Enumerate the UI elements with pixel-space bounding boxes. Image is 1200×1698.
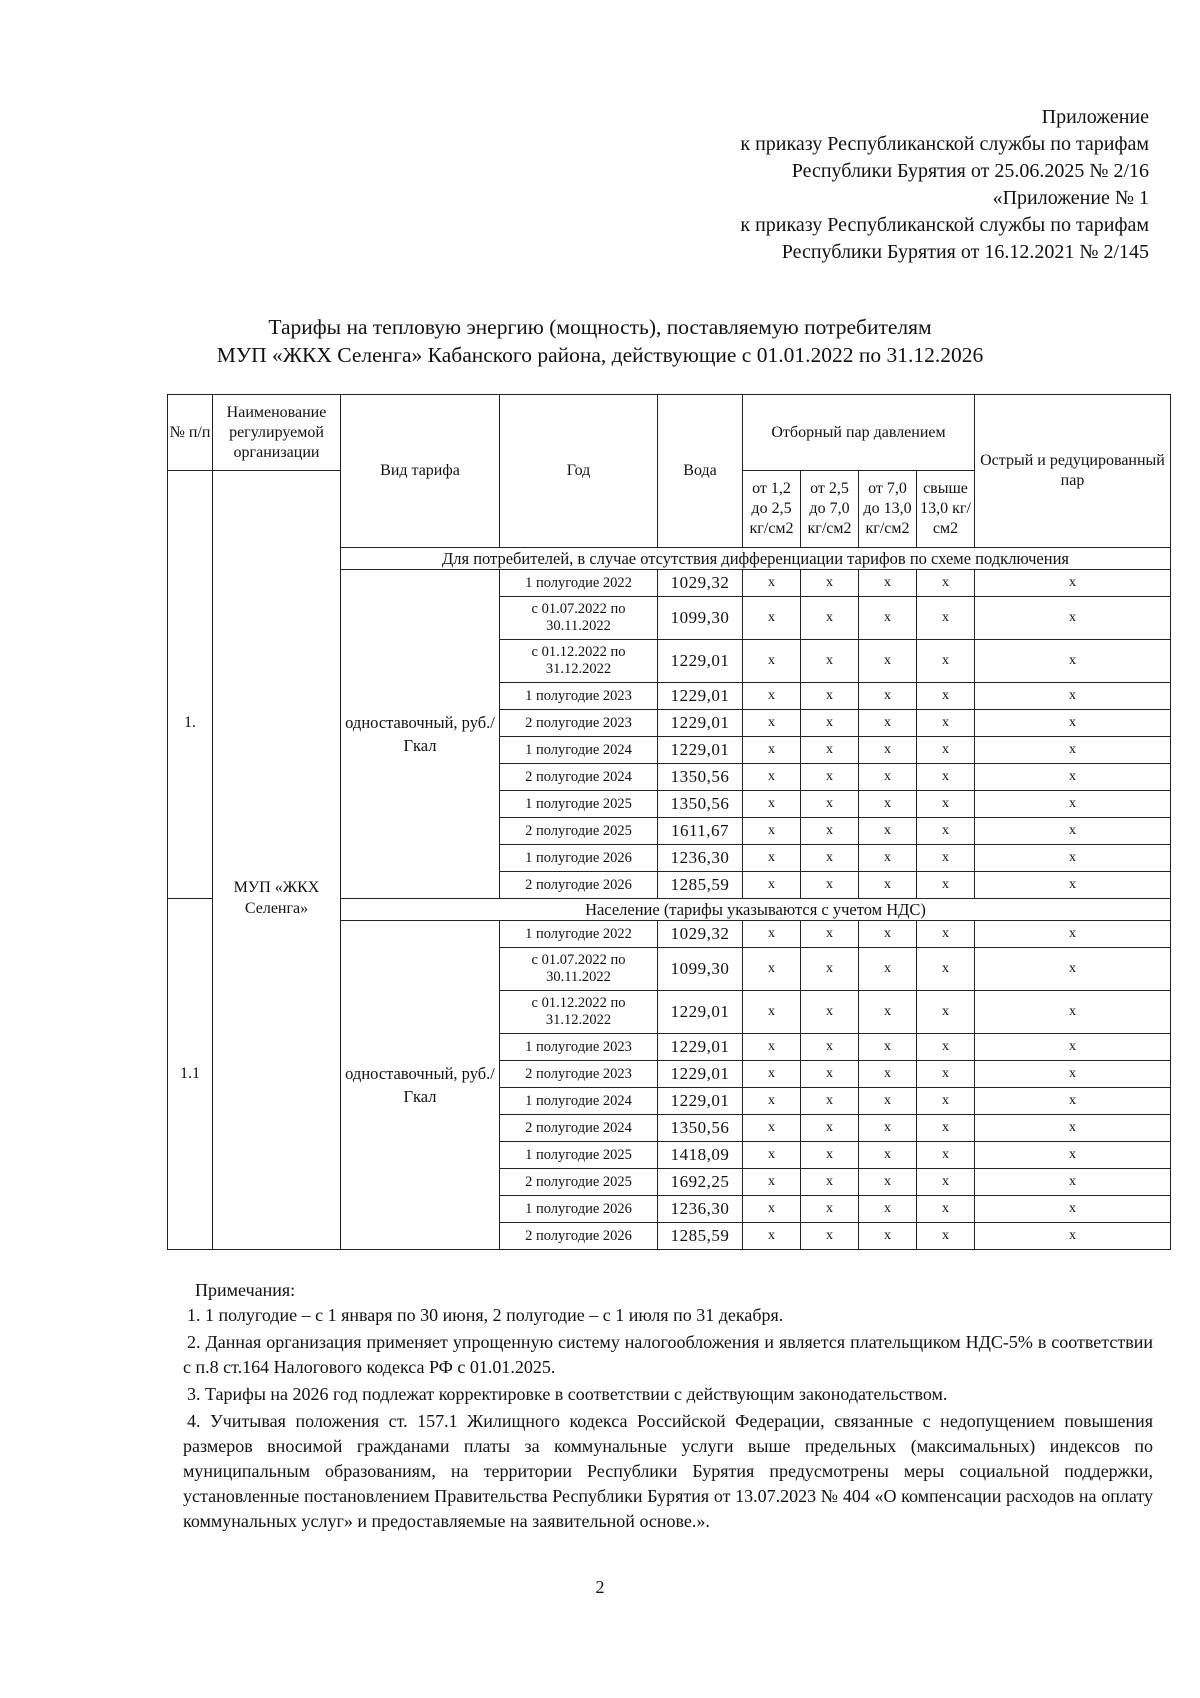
- not-applicable-mark: x: [743, 710, 801, 737]
- title-line-1: Тарифы на тепловую энергию (мощность), поставляемую потребителям: [268, 315, 932, 339]
- tariff-table-body: [168, 548, 1171, 1250]
- not-applicable-mark: x: [801, 640, 859, 683]
- not-applicable-mark: x: [859, 570, 917, 597]
- tariff-table: [167, 394, 1171, 1250]
- not-applicable-mark: x: [801, 921, 859, 948]
- header-steam-group: Отборный пар давлением: [743, 395, 975, 471]
- document-title: [0, 313, 1200, 369]
- not-applicable-mark: x: [743, 737, 801, 764]
- not-applicable-mark: x: [859, 1169, 917, 1196]
- period-cell: 2 полугодие 2024: [500, 1115, 658, 1142]
- not-applicable-mark: x: [859, 1061, 917, 1088]
- period-cell: 2 полугодие 2025: [500, 1169, 658, 1196]
- period-cell: 2 полугодие 2026: [500, 872, 658, 899]
- note-item: 3. Тарифы на 2026 год подлежат корректировке в соответствии с действующим законодательством.: [187, 1384, 948, 1404]
- not-applicable-mark: x: [743, 683, 801, 710]
- water-value: 1350,56: [658, 791, 743, 818]
- water-value: 1611,67: [658, 818, 743, 845]
- header-water: Вода: [658, 395, 743, 548]
- not-applicable-mark: x: [859, 764, 917, 791]
- not-applicable-mark: x: [975, 948, 1171, 991]
- period-cell: 1 полугодие 2025: [500, 1142, 658, 1169]
- not-applicable-mark: x: [859, 845, 917, 872]
- not-applicable-mark: x: [743, 1061, 801, 1088]
- not-applicable-mark: x: [859, 1223, 917, 1250]
- not-applicable-mark: x: [917, 737, 975, 764]
- document-header: [740, 104, 1149, 266]
- water-value: 1418,09: [658, 1142, 743, 1169]
- not-applicable-mark: x: [975, 764, 1171, 791]
- period-cell: 1 полугодие 2022: [500, 570, 658, 597]
- not-applicable-mark: x: [801, 1169, 859, 1196]
- period-cell: с 01.07.2022 по 30.11.2022: [500, 597, 658, 640]
- not-applicable-mark: x: [917, 1142, 975, 1169]
- not-applicable-mark: x: [859, 872, 917, 899]
- water-value: 1236,30: [658, 845, 743, 872]
- header-sharp-steam: Острый и редуцированный пар: [975, 395, 1171, 548]
- not-applicable-mark: x: [859, 1196, 917, 1223]
- not-applicable-mark: x: [801, 683, 859, 710]
- water-value: 1029,32: [658, 921, 743, 948]
- not-applicable-mark: x: [975, 1034, 1171, 1061]
- title-line-2: МУП «ЖКХ Селенга» Кабанского района, действующие с 01.01.2022 по 31.12.2026: [216, 343, 984, 367]
- not-applicable-mark: x: [917, 1196, 975, 1223]
- not-applicable-mark: x: [859, 1142, 917, 1169]
- not-applicable-mark: x: [859, 991, 917, 1034]
- not-applicable-mark: x: [917, 1169, 975, 1196]
- not-applicable-mark: x: [743, 872, 801, 899]
- not-applicable-mark: x: [917, 818, 975, 845]
- not-applicable-mark: x: [801, 1061, 859, 1088]
- header-num-cont: [168, 471, 213, 548]
- not-applicable-mark: x: [917, 597, 975, 640]
- not-applicable-mark: x: [743, 1223, 801, 1250]
- water-value: 1229,01: [658, 683, 743, 710]
- header-org: Наименование регулируемой организации: [213, 395, 341, 471]
- not-applicable-mark: x: [975, 872, 1171, 899]
- not-applicable-mark: x: [975, 1142, 1171, 1169]
- header-steam-1: от 1,2 до 2,5 кг/см2: [743, 471, 801, 548]
- not-applicable-mark: x: [801, 1223, 859, 1250]
- period-cell: с 01.07.2022 по 30.11.2022: [500, 948, 658, 991]
- water-value: 1229,01: [658, 1088, 743, 1115]
- not-applicable-mark: x: [917, 921, 975, 948]
- not-applicable-mark: x: [975, 683, 1171, 710]
- water-value: 1229,01: [658, 640, 743, 683]
- not-applicable-mark: x: [917, 1223, 975, 1250]
- not-applicable-mark: x: [917, 570, 975, 597]
- note-item: 1. 1 полугодие – с 1 января по 30 июня, 2 полугодие – с 1 июля по 31 декабря.: [187, 1305, 784, 1325]
- period-cell: 1 полугодие 2022: [500, 921, 658, 948]
- not-applicable-mark: x: [801, 1034, 859, 1061]
- header-kind: Вид тарифа: [341, 395, 500, 548]
- not-applicable-mark: x: [975, 597, 1171, 640]
- not-applicable-mark: x: [859, 1115, 917, 1142]
- not-applicable-mark: x: [801, 845, 859, 872]
- not-applicable-mark: x: [917, 791, 975, 818]
- period-cell: 1 полугодие 2024: [500, 1088, 658, 1115]
- not-applicable-mark: x: [917, 710, 975, 737]
- not-applicable-mark: x: [801, 818, 859, 845]
- tariff-kind: одноставочный, руб./Гкал: [341, 570, 500, 899]
- not-applicable-mark: x: [801, 597, 859, 640]
- header-line: «Приложение № 1: [992, 187, 1149, 209]
- tariff-kind: одноставочный, руб./Гкал: [341, 921, 500, 1250]
- not-applicable-mark: x: [917, 640, 975, 683]
- page-number: 2: [595, 1577, 605, 1597]
- not-applicable-mark: x: [975, 1061, 1171, 1088]
- section-row: [168, 548, 1171, 570]
- not-applicable-mark: x: [743, 921, 801, 948]
- water-value: 1285,59: [658, 1223, 743, 1250]
- period-cell: 1 полугодие 2026: [500, 845, 658, 872]
- water-value: 1692,25: [658, 1169, 743, 1196]
- not-applicable-mark: x: [975, 1088, 1171, 1115]
- not-applicable-mark: x: [743, 764, 801, 791]
- not-applicable-mark: x: [975, 640, 1171, 683]
- header-line: Приложение: [1041, 106, 1149, 128]
- note-item: 4. Учитывая положения ст. 157.1 Жилищного кодекса Российской Федерации, связанные с недопущением повышения размеров вносимой гражданами платы за коммунальные услуги выше предельных (максимальных) индексов по муниципальным образованиям, на территории Республики Бурятия предусмотрены меры социальной поддержки, установленные постановлением Правительства Республики Бурятия от 13.07.2023 № 404 «О компенсации расходов на оплату коммунальных услуг» и предоставляемые на заявительной основе.».: [183, 1411, 1153, 1531]
- not-applicable-mark: x: [917, 1088, 975, 1115]
- not-applicable-mark: x: [743, 1115, 801, 1142]
- not-applicable-mark: x: [801, 948, 859, 991]
- not-applicable-mark: x: [801, 764, 859, 791]
- not-applicable-mark: x: [975, 1223, 1171, 1250]
- not-applicable-mark: x: [859, 640, 917, 683]
- not-applicable-mark: x: [743, 1088, 801, 1115]
- not-applicable-mark: x: [859, 791, 917, 818]
- header-org-cont: [213, 471, 341, 548]
- not-applicable-mark: x: [743, 570, 801, 597]
- water-value: 1236,30: [658, 1196, 743, 1223]
- not-applicable-mark: x: [917, 764, 975, 791]
- period-cell: 2 полугодие 2024: [500, 764, 658, 791]
- period-cell: с 01.12.2022 по 31.12.2022: [500, 640, 658, 683]
- header-line: Республики Бурятия от 25.06.2025 № 2/16: [791, 160, 1149, 182]
- not-applicable-mark: x: [743, 991, 801, 1034]
- period-cell: 2 полугодие 2023: [500, 710, 658, 737]
- period-cell: 2 полугодие 2026: [500, 1223, 658, 1250]
- not-applicable-mark: x: [743, 640, 801, 683]
- not-applicable-mark: x: [743, 818, 801, 845]
- water-value: 1099,30: [658, 597, 743, 640]
- water-value: 1229,01: [658, 1034, 743, 1061]
- not-applicable-mark: x: [743, 1169, 801, 1196]
- notes: [183, 1278, 1153, 1536]
- not-applicable-mark: x: [975, 791, 1171, 818]
- water-value: 1029,32: [658, 570, 743, 597]
- period-cell: 1 полугодие 2026: [500, 1196, 658, 1223]
- period-cell: 1 полугодие 2023: [500, 1034, 658, 1061]
- note-item: 2. Данная организация применяет упрощенную систему налогообложения и является плательщиком НДС-5% в соответствии с п.8 ст.164 Налогового кодекса РФ с 01.01.2025.: [183, 1332, 1153, 1377]
- water-value: 1229,01: [658, 1061, 743, 1088]
- not-applicable-mark: x: [743, 845, 801, 872]
- not-applicable-mark: x: [917, 872, 975, 899]
- not-applicable-mark: x: [975, 845, 1171, 872]
- period-cell: 1 полугодие 2024: [500, 737, 658, 764]
- not-applicable-mark: x: [917, 1115, 975, 1142]
- header-line: к приказу Республиканской службы по тарифам: [740, 133, 1149, 155]
- not-applicable-mark: x: [975, 710, 1171, 737]
- not-applicable-mark: x: [859, 948, 917, 991]
- not-applicable-mark: x: [859, 737, 917, 764]
- not-applicable-mark: x: [917, 1061, 975, 1088]
- not-applicable-mark: x: [917, 991, 975, 1034]
- not-applicable-mark: x: [801, 737, 859, 764]
- not-applicable-mark: x: [975, 1196, 1171, 1223]
- header-line: к приказу Республиканской службы по тарифам: [740, 214, 1149, 236]
- not-applicable-mark: x: [917, 1034, 975, 1061]
- not-applicable-mark: x: [801, 991, 859, 1034]
- header-line: Республики Бурятия от 16.12.2021 № 2/145: [781, 241, 1149, 263]
- period-cell: с 01.12.2022 по 31.12.2022: [500, 991, 658, 1034]
- period-cell: 2 полугодие 2025: [500, 818, 658, 845]
- not-applicable-mark: x: [801, 570, 859, 597]
- not-applicable-mark: x: [743, 1034, 801, 1061]
- section-label: Для потребителей, в случае отсутствия дифференциации тарифов по схеме подключения: [341, 548, 1171, 570]
- water-value: 1099,30: [658, 948, 743, 991]
- organization-name: МУП «ЖКХ Селенга»: [213, 548, 341, 1250]
- not-applicable-mark: x: [859, 818, 917, 845]
- not-applicable-mark: x: [975, 1169, 1171, 1196]
- not-applicable-mark: x: [801, 791, 859, 818]
- period-cell: 1 полугодие 2023: [500, 683, 658, 710]
- header-num: № п/п: [168, 395, 213, 471]
- water-value: 1350,56: [658, 764, 743, 791]
- section-label: Население (тарифы указываются с учетом НДС): [341, 899, 1171, 921]
- row-number: 1.1: [168, 899, 213, 1250]
- not-applicable-mark: x: [801, 1088, 859, 1115]
- header-steam-3: от 7,0 до 13,0 кг/см2: [859, 471, 917, 548]
- not-applicable-mark: x: [743, 1142, 801, 1169]
- not-applicable-mark: x: [975, 1115, 1171, 1142]
- not-applicable-mark: x: [917, 948, 975, 991]
- not-applicable-mark: x: [917, 683, 975, 710]
- water-value: 1229,01: [658, 737, 743, 764]
- not-applicable-mark: x: [743, 948, 801, 991]
- not-applicable-mark: x: [801, 1115, 859, 1142]
- not-applicable-mark: x: [743, 1196, 801, 1223]
- header-steam-4: свыше 13,0 кг/см2: [917, 471, 975, 548]
- not-applicable-mark: x: [859, 597, 917, 640]
- not-applicable-mark: x: [975, 818, 1171, 845]
- water-value: 1229,01: [658, 991, 743, 1034]
- period-cell: 1 полугодие 2025: [500, 791, 658, 818]
- row-number: 1.: [168, 548, 213, 899]
- not-applicable-mark: x: [859, 1088, 917, 1115]
- not-applicable-mark: x: [801, 1142, 859, 1169]
- not-applicable-mark: x: [975, 921, 1171, 948]
- header-year: Год: [500, 395, 658, 548]
- not-applicable-mark: x: [801, 710, 859, 737]
- header-steam-2: от 2,5 до 7,0 кг/см2: [801, 471, 859, 548]
- not-applicable-mark: x: [859, 710, 917, 737]
- not-applicable-mark: x: [859, 683, 917, 710]
- not-applicable-mark: x: [975, 737, 1171, 764]
- not-applicable-mark: x: [917, 845, 975, 872]
- not-applicable-mark: x: [743, 597, 801, 640]
- not-applicable-mark: x: [975, 570, 1171, 597]
- not-applicable-mark: x: [801, 1196, 859, 1223]
- water-value: 1350,56: [658, 1115, 743, 1142]
- water-value: 1229,01: [658, 710, 743, 737]
- period-cell: 2 полугодие 2023: [500, 1061, 658, 1088]
- water-value: 1285,59: [658, 872, 743, 899]
- not-applicable-mark: x: [801, 872, 859, 899]
- not-applicable-mark: x: [859, 1034, 917, 1061]
- notes-title: Примечания:: [195, 1280, 296, 1300]
- not-applicable-mark: x: [859, 921, 917, 948]
- not-applicable-mark: x: [975, 991, 1171, 1034]
- not-applicable-mark: x: [743, 791, 801, 818]
